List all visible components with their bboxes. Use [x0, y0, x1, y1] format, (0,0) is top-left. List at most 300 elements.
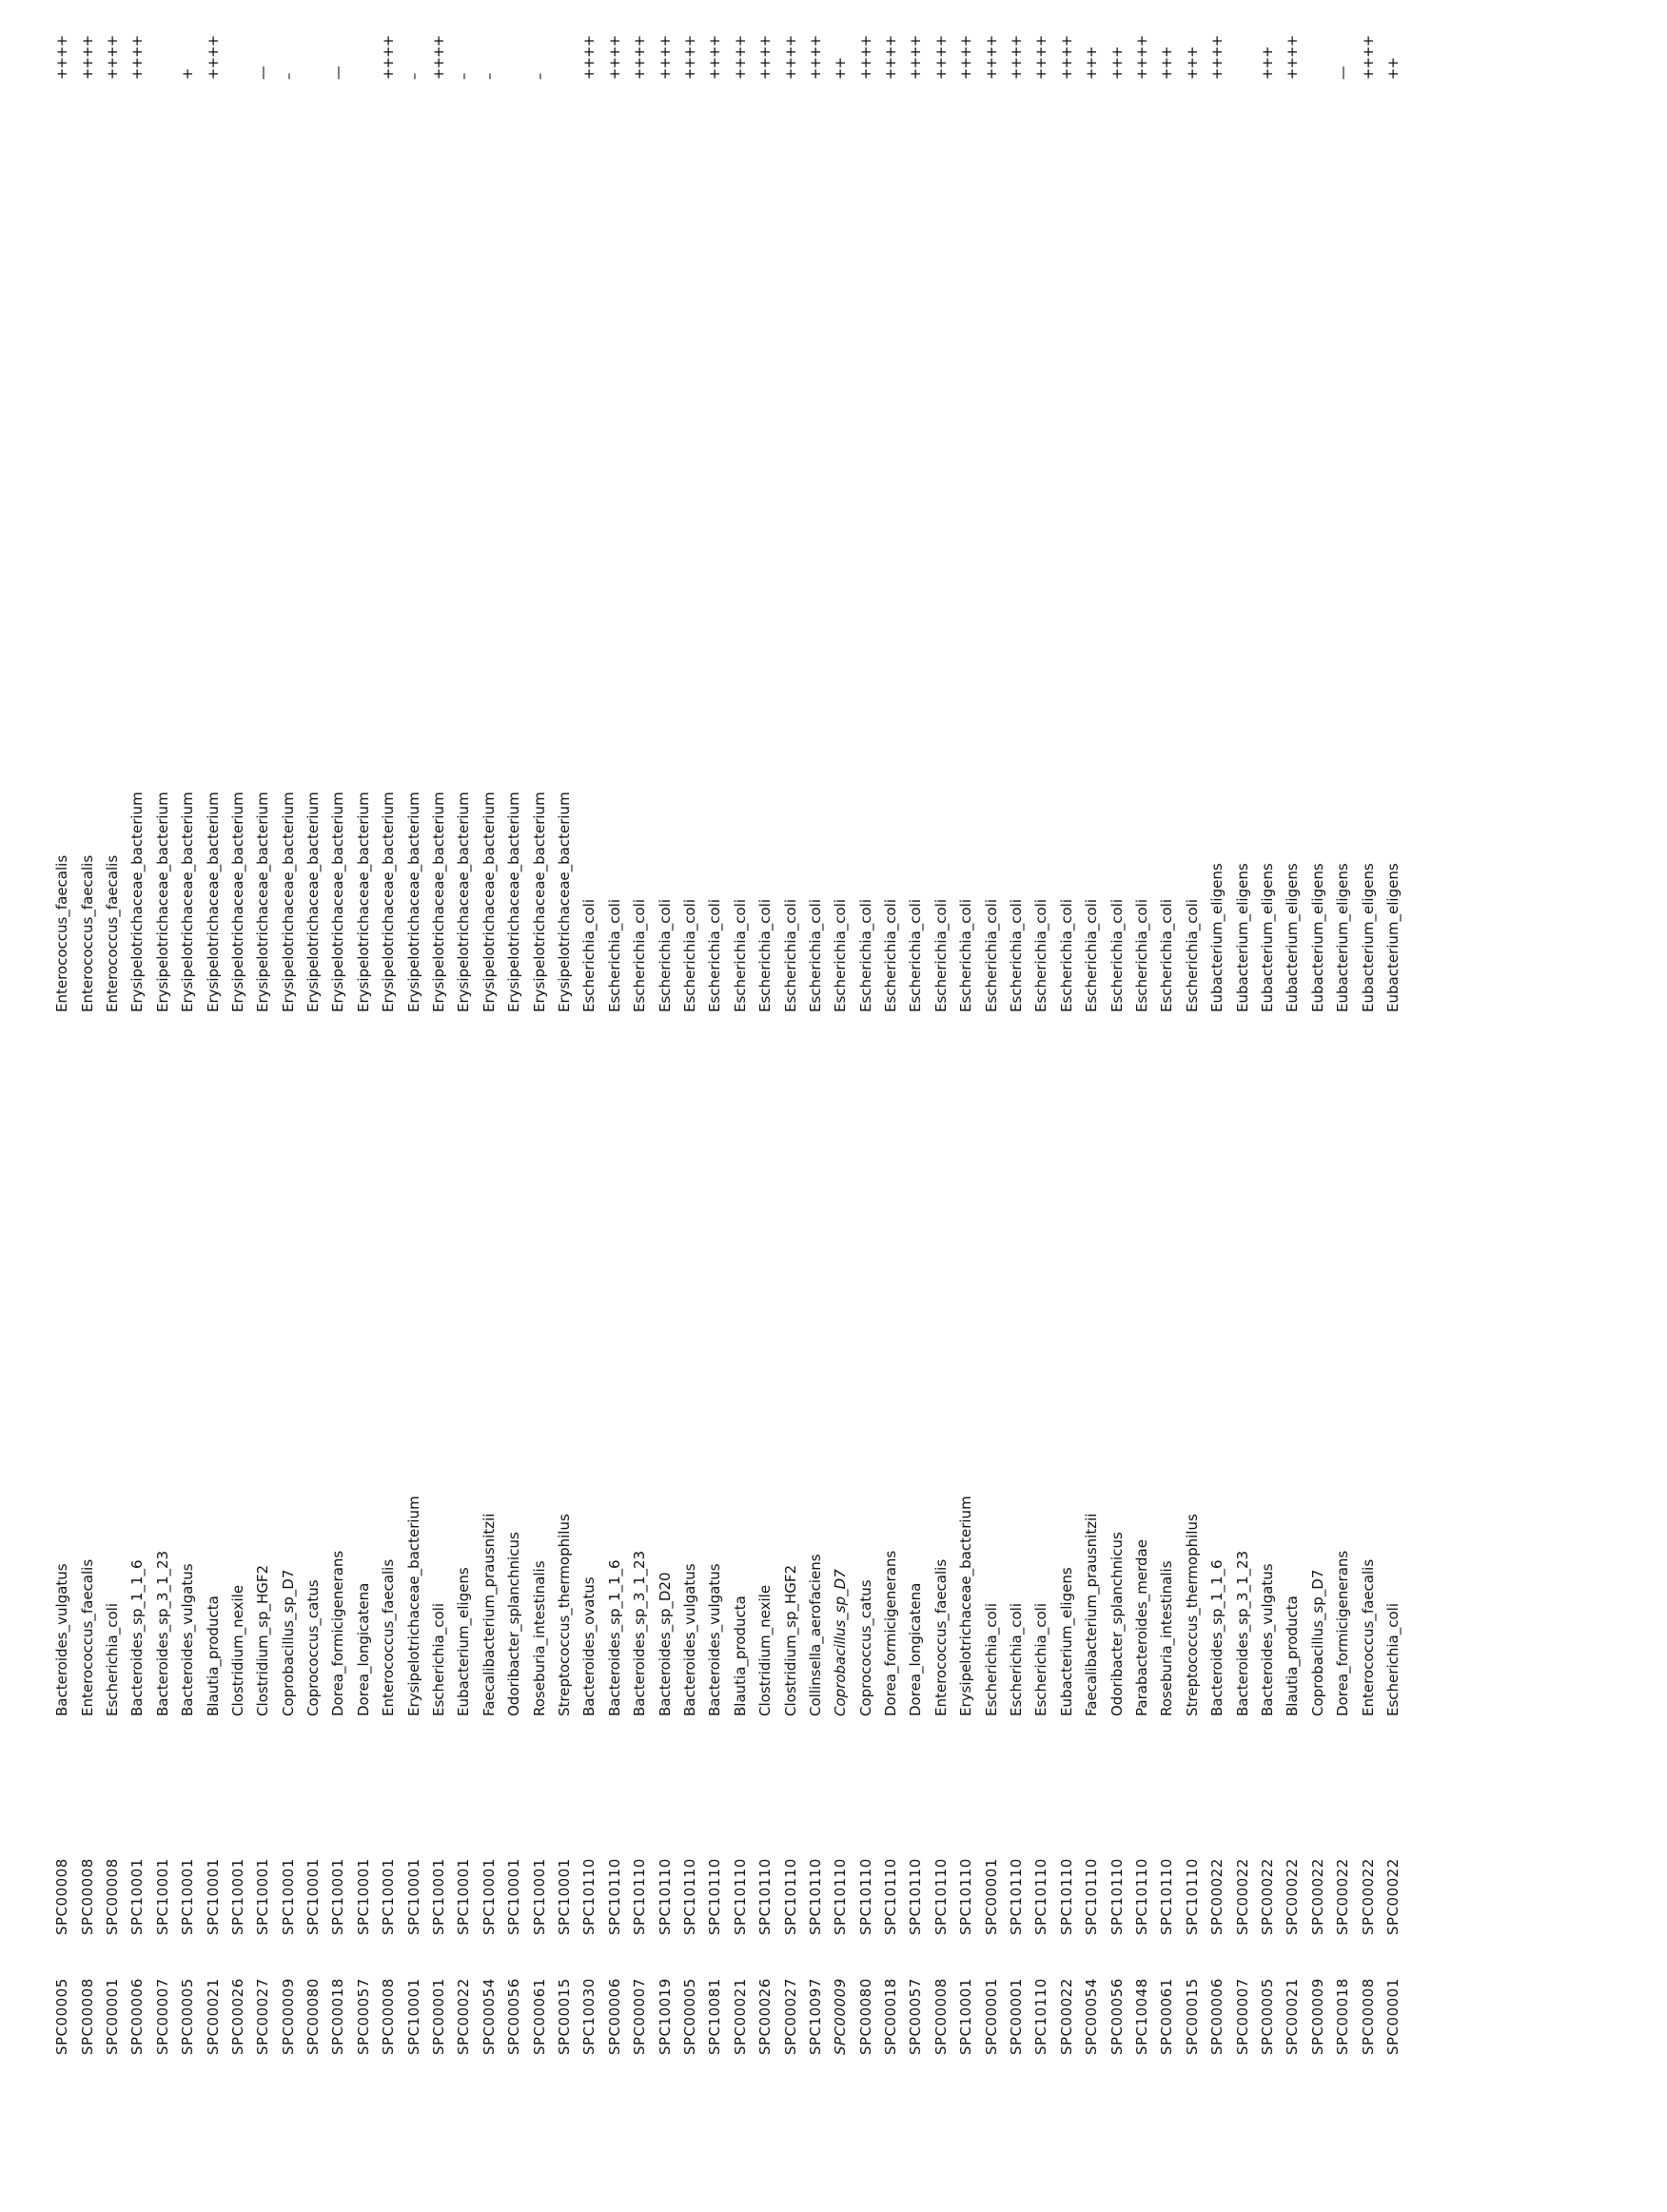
subject-species-cell: Escherichia_coli: [605, 899, 623, 1012]
query-id-cell: SPC00021: [731, 1978, 749, 2055]
subject-id-cell: SPC10110: [1057, 1858, 1075, 1935]
table-body: [49, 4, 1405, 2055]
table-row: [150, 4, 175, 2055]
query-id-cell: SPC00026: [756, 1978, 775, 2055]
table-row: [577, 4, 601, 2055]
query-species-cell: Escherichia_coli: [1032, 1603, 1050, 1716]
table-row: [753, 4, 777, 2055]
query-species-cell: Roseburia_intestinalis: [1158, 1560, 1176, 1716]
query-species-cell: Blautia_producta: [204, 1595, 222, 1716]
table-row: [426, 4, 451, 2055]
table-row: [878, 4, 903, 2055]
score-cell: ++++: [982, 35, 1000, 80]
query-species-cell: Dorea_formicigenerans: [882, 1550, 900, 1716]
subject-species-cell: Escherichia_coli: [1132, 899, 1150, 1012]
score-cell: ++: [832, 57, 850, 80]
query-species-cell: Bacteroides_sp_1_1_6: [1208, 1559, 1226, 1716]
subject-id-cell: SPC10001: [430, 1858, 448, 1935]
query-id-cell: SPC00008: [78, 1978, 96, 2055]
table-row: [49, 4, 74, 2055]
subject-species-cell: Enterococcus_faecalis: [103, 854, 121, 1012]
subject-species-cell: Enterococcus_faecalis: [78, 854, 96, 1012]
query-id-cell: SPC10048: [1132, 1978, 1150, 2055]
query-id-cell: SPC10001: [404, 1978, 422, 2055]
query-species-cell: Blautia_producta: [731, 1595, 749, 1716]
subject-species-cell: Escherichia_coli: [756, 899, 775, 1012]
query-id-cell: SPC00022: [1057, 1978, 1075, 2055]
query-species-cell: Bacteroides_sp_3_1_23: [153, 1550, 171, 1716]
query-species-cell: Enterococcus_faecalis: [380, 1558, 398, 1716]
table-row: [325, 4, 350, 2055]
score-cell: ++++: [932, 35, 950, 80]
subject-id-cell: SPC10110: [1083, 1858, 1101, 1935]
subject-id-cell: SPC00022: [1233, 1858, 1251, 1935]
subject-species-cell: Erysipelotrichaceae_bacterium: [354, 792, 372, 1012]
score-cell: –: [404, 73, 422, 80]
query-id-cell: SPC00001: [430, 1978, 448, 2055]
subject-id-cell: SPC10001: [505, 1858, 523, 1935]
query-id-cell: SPC00007: [1233, 1978, 1251, 2055]
query-id-cell: SPC00018: [882, 1978, 900, 2055]
subject-id-cell: SPC00022: [1208, 1858, 1226, 1935]
subject-id-cell: SPC10001: [279, 1858, 297, 1935]
table-row: [175, 4, 200, 2055]
score-cell: +++: [1183, 47, 1201, 80]
subject-id-cell: SPC00001: [982, 1858, 1000, 1935]
query-species-cell: Dorea_formicigenerans: [329, 1550, 347, 1716]
table-row: [728, 4, 753, 2055]
score-cell: ++++: [430, 35, 448, 80]
query-species-cell: Bacteroides_vulgatus: [53, 1563, 71, 1716]
query-id-cell: SPC00001: [1008, 1978, 1026, 2055]
table-row: [929, 4, 953, 2055]
table-row: [1355, 4, 1380, 2055]
table-row: [627, 4, 652, 2055]
table-row: [74, 4, 99, 2055]
subject-id-cell: SPC10001: [354, 1858, 372, 1935]
subject-species-cell: Escherichia_coli: [832, 899, 850, 1012]
query-species-cell: Enterococcus_faecalis: [932, 1558, 950, 1716]
subject-id-cell: SPC00022: [1284, 1858, 1302, 1935]
table-row: [1054, 4, 1079, 2055]
subject-species-cell: Erysipelotrichaceae_bacterium: [480, 792, 498, 1012]
query-id-cell: SPC00021: [1284, 1978, 1302, 2055]
query-species-cell: Coprobacillus_sp_D7: [279, 1569, 297, 1716]
query-id-cell: SPC00022: [455, 1978, 473, 2055]
subject-id-cell: SPC10001: [254, 1858, 272, 1935]
query-species-cell: Escherichia_coli: [982, 1603, 1000, 1716]
score-cell: ++++: [731, 35, 749, 80]
subject-species-cell: Enterococcus_faecalis: [53, 854, 71, 1012]
subject-id-cell: SPC10001: [179, 1858, 197, 1935]
score-cell: +++: [1258, 47, 1276, 80]
subject-id-cell: SPC10001: [404, 1858, 422, 1935]
query-id-cell: SPC00018: [1334, 1978, 1352, 2055]
score-cell: ++++: [907, 35, 925, 80]
subject-species-cell: Erysipelotrichaceae_bacterium: [404, 792, 422, 1012]
table-row: [1305, 4, 1330, 2055]
subject-id-cell: SPC10110: [656, 1858, 674, 1935]
query-id-cell: SPC00018: [329, 1978, 347, 2055]
subject-id-cell: SPC10001: [329, 1858, 347, 1935]
query-id-cell: SPC00061: [530, 1978, 548, 2055]
query-species-cell: Coprococcus_catus: [856, 1579, 874, 1716]
subject-id-cell: SPC00022: [1308, 1858, 1326, 1935]
table-row: [1229, 4, 1254, 2055]
subject-species-cell: Eubacterium_eligens: [1383, 863, 1402, 1012]
subject-id-cell: SPC10110: [1008, 1858, 1026, 1935]
subject-id-cell: SPC10110: [806, 1858, 824, 1935]
query-id-cell: SPC00008: [932, 1978, 950, 2055]
query-species-cell: Blautia_producta: [1284, 1595, 1302, 1716]
subject-species-cell: Eubacterium_eligens: [1258, 863, 1276, 1012]
table-row: [978, 4, 1003, 2055]
subject-id-cell: SPC00022: [1383, 1858, 1402, 1935]
subject-species-cell: Escherichia_coli: [731, 899, 749, 1012]
subject-id-cell: SPC10001: [228, 1858, 246, 1935]
subject-id-cell: SPC10110: [706, 1858, 724, 1935]
query-id-cell: SPC00009: [832, 1978, 850, 2055]
query-species-cell: Clostridium_sp_HGF2: [254, 1564, 272, 1716]
table-row: [552, 4, 577, 2055]
query-species-cell: Dorea_longicatena: [354, 1582, 372, 1716]
score-cell: [351, 4, 376, 80]
query-species-cell: Bacteroides_sp_3_1_23: [631, 1550, 649, 1716]
query-species-cell: Bacteroides_ovatus: [580, 1576, 598, 1716]
score-cell: ++++: [656, 35, 674, 80]
query-id-cell: SPC00001: [103, 1978, 121, 2055]
table-row: [276, 4, 301, 2055]
query-id-cell: SPC00001: [982, 1978, 1000, 2055]
score-cell: ++++: [1057, 35, 1075, 80]
score-cell: [301, 4, 325, 80]
query-species-cell: Erysipelotrichaceae_bacterium: [404, 1496, 422, 1716]
query-id-cell: SPC00057: [354, 1978, 372, 2055]
subject-species-cell: Eubacterium_eligens: [1359, 863, 1377, 1012]
subject-species-cell: Escherichia_coli: [680, 899, 698, 1012]
subject-id-cell: SPC10001: [455, 1858, 473, 1935]
query-id-cell: SPC00006: [1208, 1978, 1226, 2055]
table-row: [1079, 4, 1104, 2055]
results-table: [49, 4, 1405, 2055]
query-species-cell: Escherichia_coli: [430, 1603, 448, 1716]
table-row: [1154, 4, 1179, 2055]
subject-id-cell: SPC00008: [78, 1858, 96, 1935]
subject-species-cell: Escherichia_coli: [656, 899, 674, 1012]
score-cell: ++++: [605, 35, 623, 80]
subject-species-cell: Erysipelotrichaceae_bacterium: [179, 792, 197, 1012]
subject-id-cell: SPC10110: [957, 1858, 975, 1935]
subject-species-cell: Erysipelotrichaceae_bacterium: [505, 792, 523, 1012]
query-id-cell: SPC00009: [279, 1978, 297, 2055]
subject-species-cell: Escherichia_coli: [1158, 899, 1176, 1012]
query-species-cell: Escherichia_coli: [103, 1603, 121, 1716]
query-id-cell: SPC00015: [1183, 1978, 1201, 2055]
query-species-cell: Streptococcus_thermophilus: [556, 1514, 573, 1716]
query-species-cell: Clostridium_sp_HGF2: [781, 1564, 799, 1716]
query-species-cell: Coprococcus_catus: [304, 1579, 323, 1716]
subject-id-cell: SPC00008: [53, 1858, 71, 1935]
query-species-cell: Clostridium_nexile: [756, 1584, 775, 1716]
query-species-cell: Erysipelotrichaceae_bacterium: [957, 1496, 975, 1716]
subject-species-cell: Escherichia_coli: [957, 899, 975, 1012]
subject-species-cell: Erysipelotrichaceae_bacterium: [430, 792, 448, 1012]
score-cell: ++++: [706, 35, 724, 80]
table-row: [828, 4, 853, 2055]
query-id-cell: SPC00015: [556, 1978, 573, 2055]
score-cell: +++: [1158, 47, 1176, 80]
subject-id-cell: SPC10110: [856, 1858, 874, 1935]
query-species-cell: Bacteroides_vulgatus: [179, 1563, 197, 1716]
query-species-cell: Clostridium_nexile: [228, 1584, 246, 1716]
subject-species-cell: Erysipelotrichaceae_bacterium: [329, 792, 347, 1012]
subject-id-cell: SPC10110: [932, 1858, 950, 1935]
subject-id-cell: SPC10110: [1158, 1858, 1176, 1935]
subject-id-cell: SPC00022: [1258, 1858, 1276, 1935]
query-id-cell: SPC00006: [128, 1978, 147, 2055]
query-id-cell: SPC10030: [580, 1978, 598, 2055]
score-cell: —: [329, 67, 347, 80]
query-species-cell: Bacteroides_sp_D20: [656, 1572, 674, 1716]
score-cell: ++++: [78, 35, 96, 80]
score-cell: ++++: [103, 35, 121, 80]
subject-species-cell: Escherichia_coli: [1108, 899, 1126, 1012]
subject-id-cell: SPC10001: [480, 1858, 498, 1935]
subject-species-cell: Erysipelotrichaceae_bacterium: [380, 792, 398, 1012]
subject-id-cell: SPC10110: [1183, 1858, 1201, 1935]
subject-id-cell: SPC10001: [530, 1858, 548, 1935]
query-species-cell: Bacteroides_vulgatus: [680, 1563, 698, 1716]
query-id-cell: SPC00008: [1359, 1978, 1377, 2055]
subject-id-cell: SPC10001: [153, 1858, 171, 1935]
table-row: [200, 4, 225, 2055]
subject-species-cell: Escherichia_coli: [580, 899, 598, 1012]
subject-species-cell: Erysipelotrichaceae_bacterium: [153, 792, 171, 1012]
query-species-cell: Eubacterium_eligens: [1057, 1567, 1075, 1716]
subject-species-cell: Eubacterium_eligens: [1208, 863, 1226, 1012]
table-row: [702, 4, 727, 2055]
score-cell: [1229, 4, 1254, 80]
subject-id-cell: SPC10001: [304, 1858, 323, 1935]
query-id-cell: SPC00057: [907, 1978, 925, 2055]
query-species-cell: Bacteroides_sp_1_1_6: [128, 1559, 147, 1716]
subject-species-cell: Escherichia_coli: [1057, 899, 1075, 1012]
query-species-cell: Odoribacter_splanchnicus: [1108, 1532, 1126, 1716]
table-row: [125, 4, 149, 2055]
subject-id-cell: SPC00008: [103, 1858, 121, 1935]
table-row: [1280, 4, 1304, 2055]
subject-species-cell: Escherichia_coli: [907, 899, 925, 1012]
table-row: [301, 4, 325, 2055]
subject-species-cell: Eubacterium_eligens: [1308, 863, 1326, 1012]
subject-species-cell: Escherichia_coli: [806, 899, 824, 1012]
subject-id-cell: SPC10001: [204, 1858, 222, 1935]
score-cell: –: [530, 73, 548, 80]
subject-id-cell: SPC10110: [756, 1858, 775, 1935]
subject-species-cell: Erysipelotrichaceae_bacterium: [254, 792, 272, 1012]
subject-species-cell: Eubacterium_eligens: [1233, 863, 1251, 1012]
score-cell: ++++: [580, 35, 598, 80]
score-cell: ++++: [680, 35, 698, 80]
score-cell: ++++: [856, 35, 874, 80]
subject-species-cell: Erysipelotrichaceae_bacterium: [304, 792, 323, 1012]
score-cell: ++++: [1284, 35, 1302, 80]
query-species-cell: Bacteroides_sp_3_1_23: [1233, 1550, 1251, 1716]
score-cell: ++++: [806, 35, 824, 80]
query-id-cell: SPC10001: [957, 1978, 975, 2055]
query-species-cell: Streptococcus_thermophilus: [1183, 1514, 1201, 1716]
table-row: [1104, 4, 1128, 2055]
subject-id-cell: SPC10110: [1108, 1858, 1126, 1935]
query-id-cell: SPC00080: [856, 1978, 874, 2055]
query-id-cell: SPC10110: [1032, 1978, 1050, 2055]
table-row: [226, 4, 250, 2055]
table-row: [1004, 4, 1029, 2055]
subject-id-cell: SPC10110: [781, 1858, 799, 1935]
subject-id-cell: SPC10110: [680, 1858, 698, 1935]
query-species-cell: Dorea_formicigenerans: [1334, 1550, 1352, 1716]
subject-id-cell: SPC10110: [882, 1858, 900, 1935]
query-id-cell: SPC00026: [228, 1978, 246, 2055]
query-species-cell: Enterococcus_faecalis: [78, 1558, 96, 1716]
table-row: [602, 4, 627, 2055]
query-id-cell: SPC00054: [480, 1978, 498, 2055]
table-row: [1029, 4, 1053, 2055]
table-row: [250, 4, 275, 2055]
subject-id-cell: SPC10110: [631, 1858, 649, 1935]
query-species-cell: Coprobacillus_sp_D7: [1308, 1569, 1326, 1716]
score-cell: –: [480, 73, 498, 80]
subject-id-cell: SPC10110: [907, 1858, 925, 1935]
table-row: [903, 4, 928, 2055]
query-id-cell: SPC00007: [631, 1978, 649, 2055]
score-cell: ++++: [1032, 35, 1050, 80]
table-row: [477, 4, 501, 2055]
table-row: [1381, 4, 1405, 2055]
table-row: [677, 4, 702, 2055]
subject-id-cell: SPC10110: [731, 1858, 749, 1935]
subject-species-cell: Escherichia_coli: [1032, 899, 1050, 1012]
query-id-cell: SPC00005: [179, 1978, 197, 2055]
query-id-cell: SPC00007: [153, 1978, 171, 2055]
query-id-cell: SPC00005: [680, 1978, 698, 2055]
query-id-cell: SPC10081: [706, 1978, 724, 2055]
score-cell: ++++: [53, 35, 71, 80]
subject-id-cell: SPC10110: [580, 1858, 598, 1935]
subject-species-cell: Escherichia_coli: [631, 899, 649, 1012]
table-row: [652, 4, 677, 2055]
score-cell: [226, 4, 250, 80]
score-cell: ++++: [1359, 35, 1377, 80]
query-species-cell: Escherichia_coli: [1008, 1603, 1026, 1716]
score-cell: —: [1334, 67, 1352, 80]
subject-id-cell: SPC10110: [605, 1858, 623, 1935]
score-cell: [552, 4, 577, 80]
query-id-cell: SPC00056: [505, 1978, 523, 2055]
score-cell: +: [179, 69, 197, 80]
score-cell: ++++: [380, 35, 398, 80]
query-species-cell: Collinsella_aerofaciens: [806, 1554, 824, 1716]
query-id-cell: SPC10097: [806, 1978, 824, 2055]
table-row: [1129, 4, 1154, 2055]
query-id-cell: SPC00080: [304, 1978, 323, 2055]
query-id-cell: SPC00008: [380, 1978, 398, 2055]
subject-species-cell: Erysipelotrichaceae_bacterium: [455, 792, 473, 1012]
query-species-cell: Bacteroides_vulgatus: [1258, 1563, 1276, 1716]
score-cell: ++++: [781, 35, 799, 80]
score-cell: ++: [1383, 57, 1402, 80]
subject-species-cell: Erysipelotrichaceae_bacterium: [556, 792, 573, 1012]
subject-species-cell: Erysipelotrichaceae_bacterium: [279, 792, 297, 1012]
score-cell: [501, 4, 526, 80]
subject-id-cell: SPC10110: [832, 1858, 850, 1935]
query-species-cell: Dorea_longicatena: [907, 1582, 925, 1716]
table-row: [100, 4, 125, 2055]
query-species-cell: Parabacteroides_merdae: [1132, 1539, 1150, 1716]
score-cell: ++++: [631, 35, 649, 80]
query-species-cell: Coprobacillus_sp_D7: [832, 1569, 850, 1716]
query-id-cell: SPC00009: [1308, 1978, 1326, 2055]
score-cell: [1305, 4, 1330, 80]
table-row: [1205, 4, 1229, 2055]
table-row: [501, 4, 526, 2055]
score-cell: —: [254, 67, 272, 80]
subject-species-cell: Eubacterium_eligens: [1334, 863, 1352, 1012]
subject-species-cell: Escherichia_coli: [882, 899, 900, 1012]
query-id-cell: SPC00061: [1158, 1978, 1176, 2055]
score-cell: +++: [1083, 47, 1101, 80]
query-id-cell: SPC00021: [204, 1978, 222, 2055]
subject-species-cell: Escherichia_coli: [982, 899, 1000, 1012]
query-id-cell: SPC00005: [1258, 1978, 1276, 2055]
query-species-cell: Bacteroides_vulgatus: [706, 1563, 724, 1716]
score-cell: +++: [1108, 47, 1126, 80]
subject-species-cell: Erysipelotrichaceae_bacterium: [228, 792, 246, 1012]
table-row: [351, 4, 376, 2055]
query-species-cell: Eubacterium_eligens: [455, 1567, 473, 1716]
query-id-cell: SPC00005: [53, 1978, 71, 2055]
query-id-cell: SPC00056: [1108, 1978, 1126, 2055]
query-id-cell: SPC00027: [781, 1978, 799, 2055]
subject-species-cell: Escherichia_coli: [706, 899, 724, 1012]
subject-id-cell: SPC00022: [1334, 1858, 1352, 1935]
table-row: [526, 4, 551, 2055]
score-cell: ++++: [1132, 35, 1150, 80]
query-id-cell: SPC00027: [254, 1978, 272, 2055]
subject-id-cell: SPC10110: [1132, 1858, 1150, 1935]
subject-species-cell: Escherichia_coli: [1183, 899, 1201, 1012]
query-species-cell: Faecalibacterium_prausnitzii: [480, 1513, 498, 1716]
table-row: [777, 4, 802, 2055]
subject-species-cell: Escherichia_coli: [1008, 899, 1026, 1012]
subject-species-cell: Escherichia_coli: [932, 899, 950, 1012]
score-cell: ++++: [756, 35, 775, 80]
table-row: [376, 4, 401, 2055]
subject-id-cell: SPC10001: [128, 1858, 147, 1935]
table-row: [953, 4, 978, 2055]
table-row: [803, 4, 828, 2055]
score-cell: [150, 4, 175, 80]
score-cell: ++++: [1008, 35, 1026, 80]
score-cell: ++++: [1208, 35, 1226, 80]
score-cell: ++++: [882, 35, 900, 80]
query-species-cell: Enterococcus_faecalis: [1359, 1558, 1377, 1716]
subject-species-cell: Escherichia_coli: [1083, 899, 1101, 1012]
table-row: [1255, 4, 1280, 2055]
subject-species-cell: Erysipelotrichaceae_bacterium: [530, 792, 548, 1012]
score-cell: ++++: [204, 35, 222, 80]
query-species-cell: Escherichia_coli: [1383, 1603, 1402, 1716]
